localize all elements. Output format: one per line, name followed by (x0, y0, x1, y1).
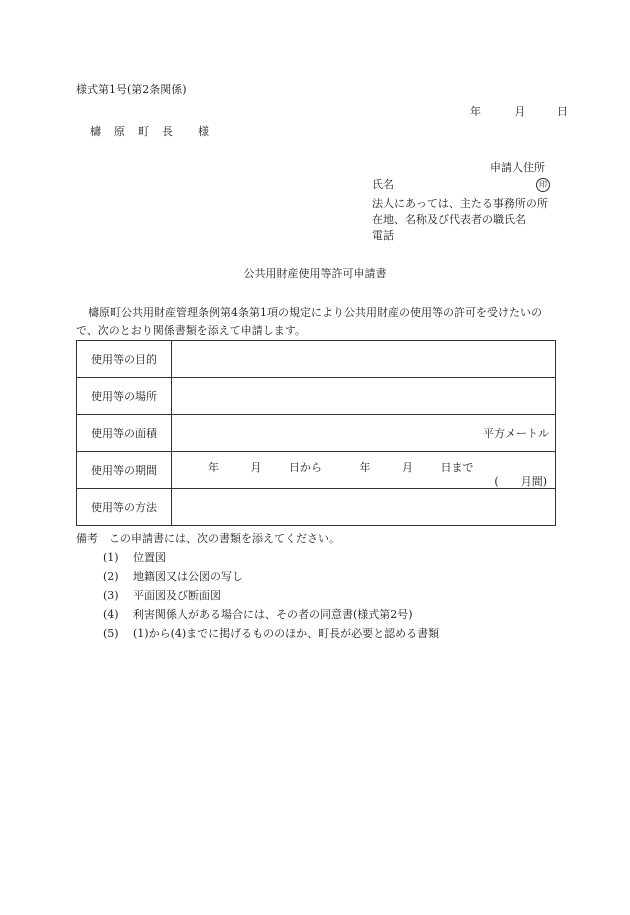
application-table (76, 340, 556, 526)
applicant-name-label: 氏名 (372, 178, 394, 191)
phone-label: 電話 (372, 229, 394, 242)
table-row (77, 489, 556, 526)
table-row (77, 341, 556, 378)
list-item-number: (5) (103, 627, 119, 640)
list-item-text: 地籍図又は公図の写し (133, 570, 243, 583)
period-range (208, 459, 474, 475)
list-item-number: (2) (103, 570, 119, 583)
location-label: 使用等の場所 (77, 378, 172, 415)
date-month: 月 (514, 105, 526, 118)
date-day: 日 (557, 105, 568, 118)
list-item (103, 590, 221, 601)
method-field[interactable] (172, 489, 556, 526)
corporate-note (372, 196, 557, 244)
table-row (77, 452, 556, 489)
method-label: 使用等の方法 (77, 489, 172, 526)
table-row (77, 378, 556, 415)
list-item (103, 609, 413, 620)
period-months: ( 月間) (494, 475, 547, 488)
corporate-note-text: 法人にあっては、主たる事務所の所在地、名称及び代表者の職氏名 (372, 197, 548, 226)
list-item-number: (3) (103, 589, 119, 602)
date-line (470, 106, 568, 117)
addressee: 檮 原 町 長 様 (90, 125, 210, 138)
document-title: 公共用財産使用等許可申請書 (243, 267, 387, 280)
period-label: 使用等の期間 (77, 452, 172, 489)
period-field[interactable] (172, 452, 556, 489)
area-unit: 平方メートル (483, 427, 549, 440)
body-text: 檮原町公共用財産管理条例第4条第1項の規定により公共用財産の使用等の許可を受けたいので、次のとおり関係書類を添えて申請します。 (76, 306, 542, 337)
list-item-text: 利害関係人がある場合には、その者の同意書(様式第2号) (133, 608, 413, 621)
from-day: 日から (289, 461, 322, 474)
to-day: 日まで (440, 461, 474, 474)
from-year: 年 (208, 461, 219, 474)
date-year: 年 (470, 105, 481, 118)
area-field[interactable] (172, 415, 556, 452)
applicant-address-label: 申請人住所 (490, 161, 545, 174)
purpose-field[interactable] (172, 341, 556, 378)
list-item-number: (1) (103, 551, 119, 564)
form-number: 様式第1号(第2条関係) (76, 83, 187, 96)
list-item (103, 552, 166, 563)
to-month: 月 (402, 461, 413, 474)
remarks-intro: 備考 この申請書には、次の書類を添えてください。 (76, 532, 340, 545)
list-item-text: (1)から(4)までに掲げるもののほか、町長が必要と認める書類 (133, 627, 440, 640)
list-item-text: 位置図 (133, 551, 166, 564)
purpose-label: 使用等の目的 (77, 341, 172, 378)
list-item-text: 平面図及び断面図 (133, 589, 221, 602)
table-row (77, 415, 556, 452)
from-month: 月 (250, 461, 262, 474)
location-field[interactable] (172, 378, 556, 415)
area-label: 使用等の面積 (77, 415, 172, 452)
seal-mark: 印 (536, 178, 550, 192)
to-year: 年 (359, 461, 371, 474)
list-item-number: (4) (103, 608, 119, 621)
list-item (103, 571, 243, 582)
list-item (103, 628, 439, 639)
